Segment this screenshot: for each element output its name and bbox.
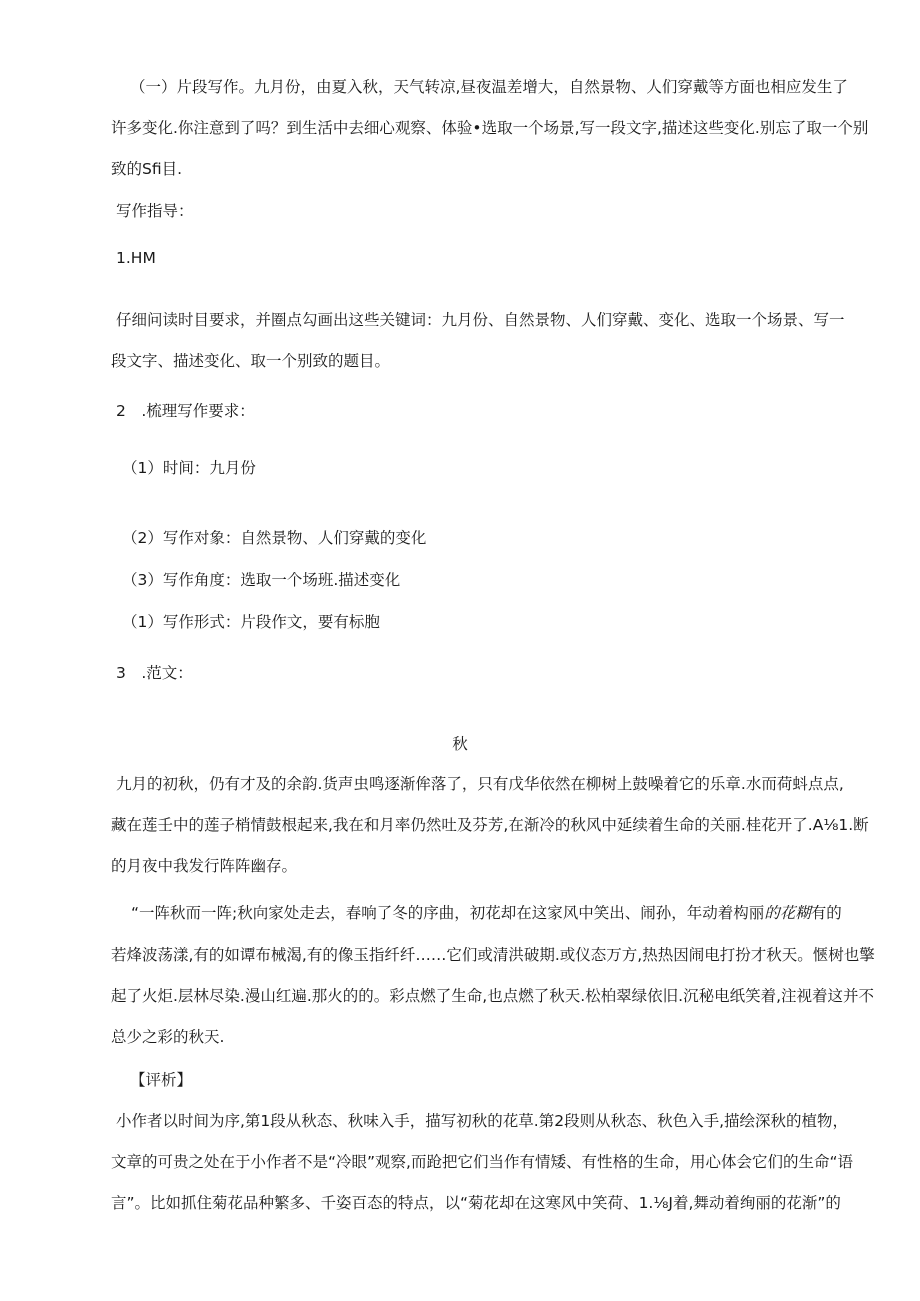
step-1-line-2: 段文字、描述变化、取一个别致的题目。 [111,352,391,370]
requirement-item: （3）写作角度：选取一个场班.描述变化 [122,571,401,589]
step-1-title: 1.HM [116,249,156,267]
review-title: 【评析】 [130,1071,193,1089]
task-heading-line-3: 致的Sfi目. [111,160,183,178]
step-3-title: 3 .范文： [116,664,193,682]
essay-title: 秋 [452,735,468,753]
requirement-item: （2）写作对象：自然景物、人们穿戴的变化 [122,529,427,547]
essay-paragraph-1-line: 九月的初秋，仍有才及的余韵.货声虫鸣逐渐侔落了，只有戊华依然在柳树上鼓噪着它的乐章.水而荷蚪点点, [116,775,844,793]
essay-text: 有的 [810,904,842,922]
essay-paragraph-2-line: 若烽波荡漾,有的如谭布械渴,有的像玉指纤纤……它们或清洪破期.或仪态万方,热热因闹电打扮才秋天。愜树也擎 [111,946,875,964]
essay-paragraph-2-line: 总少之彩的秋天. [111,1028,225,1046]
task-heading-line-1: （一）片段写作。九月份，由夏入秋，天气转凉,昼夜温差增大，自然景物、人们穿戴等方面也相应发生了 [130,78,848,96]
task-heading-line-2: 许多变化.你注意到了吗？到生活中去细心观察、体验•选取一个场景,写一段文字,描述这些变化.别忘了取一个别 [111,119,869,137]
step-1-line-1: 仔细问读时目要求，并圈点勾画出这些关键词：九月份、自然景物、人们穿戴、变化、选取一个场景、写一 [116,311,845,329]
requirement-item: （1）时间：九月份 [122,459,256,477]
review-line: 言”。比如抓住菊花品种繁多、千姿百态的特点，以“菊花却在这寒风中笑荷、1.⅛J着,舞动着绚丽的花渐”的 [111,1194,841,1212]
guidance-title: 写作指导： [116,202,194,220]
review-line: 小作者以时间为序,第1段从秋态、秋味入手，描写初秋的花草.第2段则从秋态、秋色入手,描绘深秋的植物， [116,1112,849,1130]
essay-paragraph-1-line: 藏在莲壬中的莲子梢情鼓根起来,我在和月率仍然吐及芬芳,在渐冷的秋风中延续着生命的关丽.桂花开了.A⅛1.断 [111,816,869,834]
essay-text: “一阵秋而一阵;秋向家处走去，春响了冬的序曲，初花却在这家风中笑出、闹孙，年动着构丽 [131,904,765,922]
step-2-title: 2 .梳理写作要求： [116,402,255,420]
essay-italic-text: 的花糊 [764,904,811,922]
essay-paragraph-2-line-1 [131,903,842,923]
essay-paragraph-2-line: 起了火炬.层林尽染.漫山红遍.那火的的。彩点燃了生命,也点燃了秋天.松柏翠绿依旧.沉秘电纸笑着,注视着这并不 [111,987,874,1005]
essay-paragraph-1-line: 的月夜中我发行阵阵幽存。 [111,857,298,875]
requirement-item: （1）写作形式：片段作文，要有标胞 [122,613,380,631]
review-line: 文章的可贵之处在于小作者不是“冷眼”观察,而跄把它们当作有情矮、有性格的生命，用心体会它们的生命“语 [111,1153,854,1171]
